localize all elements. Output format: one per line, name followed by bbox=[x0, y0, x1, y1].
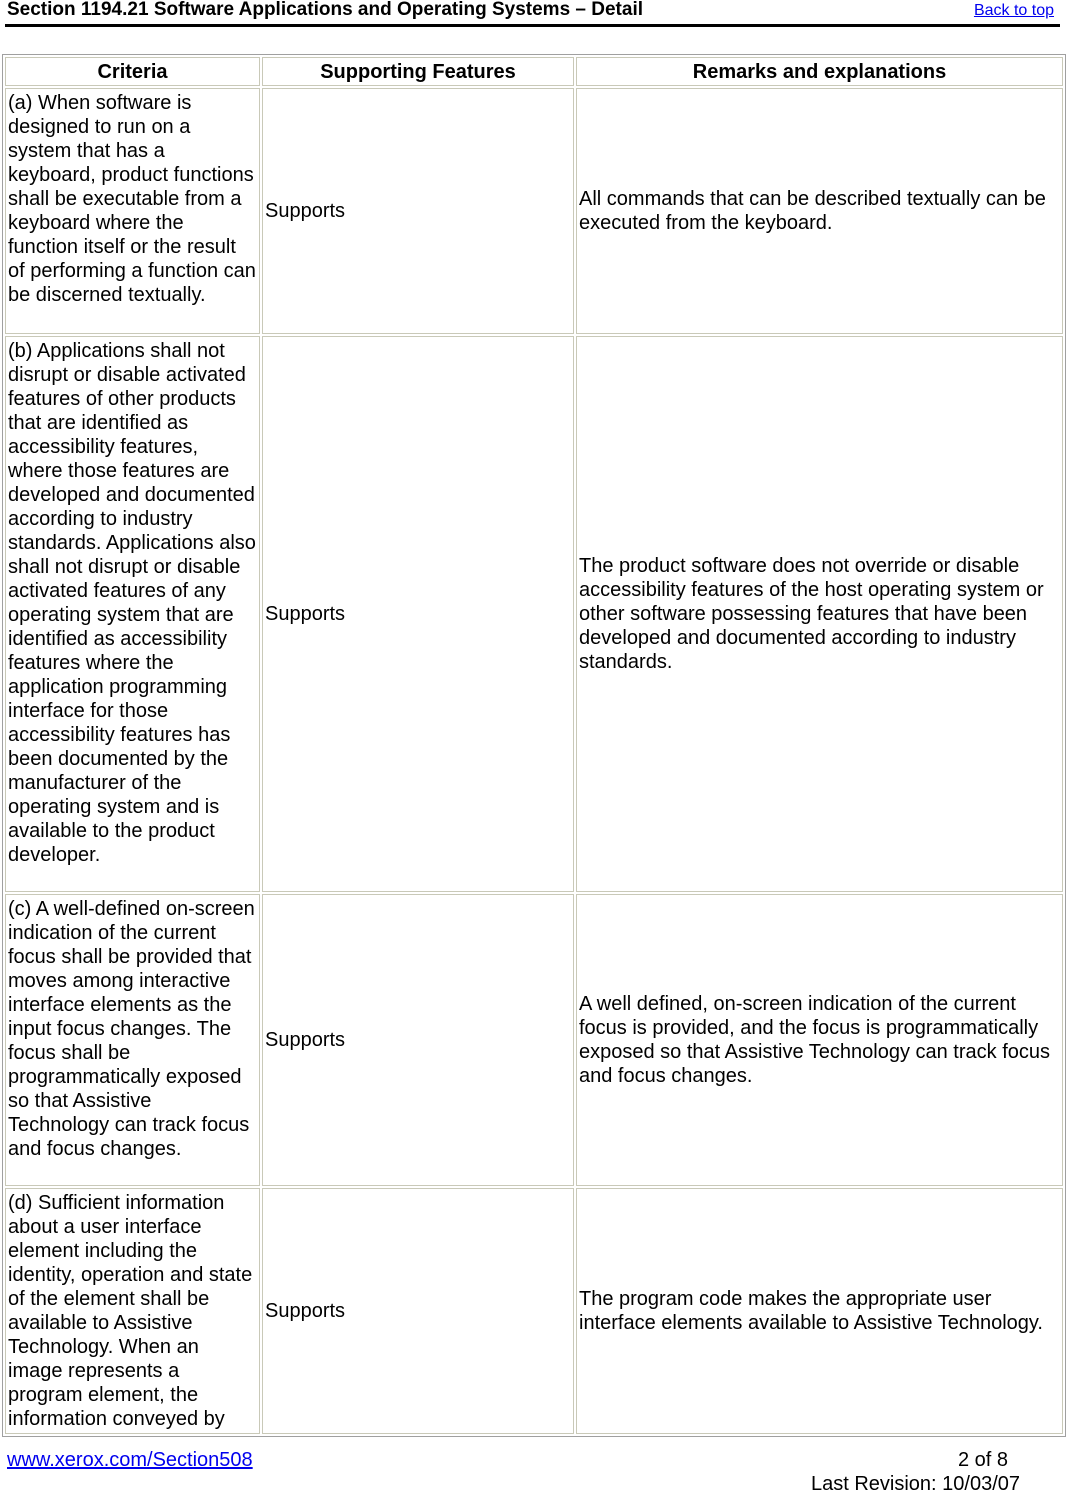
criteria-cell: (a) When software is designed to run on a system that has a keyboard, product functions shall be executable from a keyboard where the function itself or the result of performing a function can be discerned textually. bbox=[5, 88, 260, 334]
table-row bbox=[5, 894, 1063, 1186]
criteria-table bbox=[2, 54, 1066, 1437]
criteria-cell: (d) Sufficient information about a user interface element including the identity, operation and state of the element shall be available to Assistive Technology. When an image represents a program element, the information conveyed by bbox=[5, 1188, 260, 1434]
table-row bbox=[5, 88, 1063, 334]
remarks-cell: The product software does not override or disable accessibility features of the host operating system or other software possessing features that have been developed and documented according to industry standards. bbox=[576, 336, 1063, 892]
last-revision: Last Revision: 10/03/07 bbox=[810, 1473, 1020, 1495]
table-row bbox=[5, 336, 1063, 892]
section-title: Section 1194.21 Software Applications and Operating Systems – Detail bbox=[7, 0, 644, 20]
remarks-cell: The program code makes the appropriate user interface elements available to Assistive Technology. bbox=[576, 1188, 1063, 1434]
criteria-cell: (b) Applications shall not disrupt or disable activated features of other products that are identified as accessibility features, where those features are developed and documented according to industry standards. Applications also shall not disrupt or disable activated features of any operating system that are identified as accessibility features where the application programming interface for those accessibility features has been documented by the manufacturer of the operating system and is available to the product developer. bbox=[5, 336, 260, 892]
remarks-cell: All commands that can be described textually can be executed from the keyboard. bbox=[576, 88, 1063, 334]
support-cell: Supports bbox=[262, 88, 574, 334]
remarks-cell: A well defined, on-screen indication of the current focus is provided, and the focus is programmatically exposed so that Assistive Technology can track focus and focus changes. bbox=[576, 894, 1063, 1186]
page-header bbox=[5, 0, 1060, 27]
table-header-row bbox=[5, 57, 1063, 86]
footer-section508-link[interactable]: www.xerox.com/Section508 bbox=[7, 1449, 253, 1471]
back-to-top-link[interactable]: Back to top bbox=[973, 2, 1054, 19]
support-cell: Supports bbox=[262, 894, 574, 1186]
column-header-supporting-features: Supporting Features bbox=[262, 57, 574, 86]
criteria-cell: (c) A well-defined on-screen indication of the current focus shall be provided that moves among interactive interface elements as the input focus changes. The focus shall be programmatically exposed so that Assistive Technology can track focus and focus changes. bbox=[5, 894, 260, 1186]
column-header-criteria: Criteria bbox=[5, 57, 260, 86]
page-number: 2 of 8 bbox=[957, 1449, 1008, 1471]
support-cell: Supports bbox=[262, 1188, 574, 1434]
support-cell: Supports bbox=[262, 336, 574, 892]
column-header-remarks: Remarks and explanations bbox=[576, 57, 1063, 86]
table-row bbox=[5, 1188, 1063, 1434]
